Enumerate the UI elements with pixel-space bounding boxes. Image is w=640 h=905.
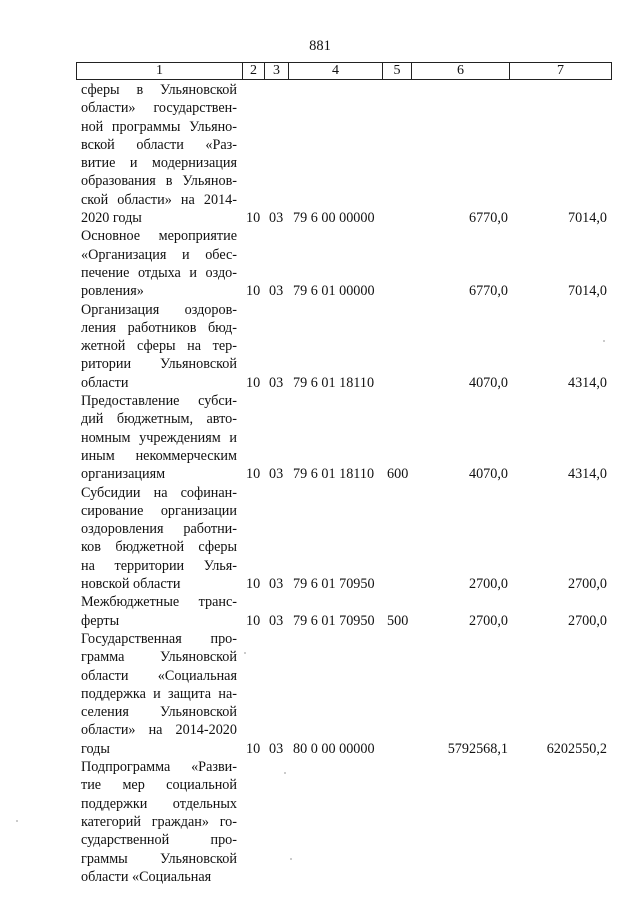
row-name-line: оздоровления работни- bbox=[81, 521, 237, 538]
row-name-line: иным некоммерческим bbox=[81, 447, 237, 464]
row-value-6: 5792568,1 bbox=[447, 740, 508, 757]
row-name-line: образования в Ульянов- bbox=[81, 173, 237, 190]
row-name-line: вской области «Раз- bbox=[81, 136, 237, 153]
row-name bbox=[81, 227, 237, 300]
row-name-line: Государственная про- bbox=[81, 631, 237, 647]
scan-speck bbox=[284, 772, 286, 774]
row-pr: 03 bbox=[269, 576, 284, 593]
row-csr: 80 0 00 00000 bbox=[293, 740, 375, 757]
row-pr: 03 bbox=[269, 210, 284, 227]
row-name-line: тие мер социальной bbox=[81, 777, 237, 794]
row-value-7: 2700,0 bbox=[567, 612, 607, 629]
header-col-7: 7 bbox=[557, 63, 564, 78]
row-pr: 03 bbox=[269, 283, 284, 300]
row-name-line: сударственной про- bbox=[81, 832, 237, 849]
row-name-line: ровления» bbox=[81, 283, 144, 300]
row-csr: 79 6 01 18110 bbox=[293, 466, 375, 483]
row-name-line: жетной сферы на тер- bbox=[81, 338, 237, 355]
row-value-6: 2700,0 bbox=[468, 612, 508, 629]
row-value-7: 7014,0 bbox=[567, 283, 607, 300]
row-name-line: селения Ульяновской bbox=[81, 704, 237, 721]
row-name bbox=[81, 593, 237, 630]
row-value-7: 4314,0 bbox=[567, 466, 607, 483]
row-name-line: ков бюджетной сферы bbox=[81, 539, 237, 556]
header-col-3: 3 bbox=[265, 63, 289, 79]
header-col-6: 6 bbox=[412, 63, 510, 79]
row-value-7: 4314,0 bbox=[567, 374, 607, 391]
row-name-line: поддержка и защита на- bbox=[81, 685, 237, 702]
row-name-line: дий бюджетным, авто- bbox=[81, 411, 237, 428]
row-name-line: ферты bbox=[81, 612, 120, 629]
row-name-line: печение отдыха и оздо- bbox=[81, 264, 237, 281]
row-name-line: Субсидии на софинан- bbox=[81, 484, 237, 501]
page-number: 881 bbox=[309, 38, 331, 54]
header-col-2: 2 bbox=[243, 63, 265, 79]
row-name-line: сирование организации bbox=[81, 502, 237, 519]
row-value-7: 2700,0 bbox=[567, 576, 607, 593]
row-value-6: 2700,0 bbox=[468, 576, 508, 593]
row-pr: 03 bbox=[269, 612, 284, 629]
row-csr: 79 6 01 18110 bbox=[293, 374, 375, 391]
table-header bbox=[76, 62, 612, 80]
row-name-line: Подпрограмма «Разви- bbox=[81, 759, 237, 776]
row-rz: 10 bbox=[246, 740, 261, 757]
row-rz: 10 bbox=[246, 466, 261, 483]
scan-speck bbox=[290, 858, 292, 860]
row-value-6: 6770,0 bbox=[468, 283, 508, 300]
row-name-line: поддержки отдельных bbox=[81, 795, 237, 812]
row-name-line: «Организация и обес- bbox=[81, 246, 237, 263]
row-name-line: области bbox=[81, 374, 129, 391]
row-name-line: области «Социальная bbox=[81, 667, 237, 684]
row-name-line: области «Социальная bbox=[81, 868, 212, 885]
row-pr: 03 bbox=[269, 374, 284, 391]
row-name-line: ной программы Ульяно- bbox=[81, 118, 237, 135]
row-name bbox=[81, 392, 237, 483]
row-name bbox=[81, 301, 237, 392]
row-value-6: 6770,0 bbox=[468, 210, 508, 227]
row-name-line: 2020 годы bbox=[81, 210, 142, 227]
row-name-line: области» государствен- bbox=[81, 100, 237, 117]
header-col-5: 5 bbox=[383, 63, 412, 79]
row-rz: 10 bbox=[246, 210, 261, 227]
row-name-line: на территории Улья- bbox=[81, 557, 237, 574]
row-rz: 10 bbox=[246, 283, 261, 300]
row-name bbox=[81, 484, 237, 594]
row-value-7: 7014,0 bbox=[567, 210, 607, 227]
row-name-line: ритории Ульяновской bbox=[81, 356, 237, 373]
row-name-line: Организация оздоров- bbox=[81, 301, 237, 318]
row-name-line: сферы в Ульяновской bbox=[81, 82, 237, 98]
row-name-line: витие и модернизация bbox=[81, 155, 237, 172]
row-vr: 500 bbox=[387, 612, 409, 629]
row-rz: 10 bbox=[246, 374, 261, 391]
row-name-line: Основное мероприятие bbox=[81, 228, 237, 245]
row-rz: 10 bbox=[246, 576, 261, 593]
row-name-line: граммы Ульяновской bbox=[81, 850, 237, 867]
row-name bbox=[81, 81, 237, 227]
row-name-line: новской области bbox=[81, 576, 181, 593]
row-csr: 79 6 01 70950 bbox=[293, 612, 375, 629]
row-name-line: организациям bbox=[81, 466, 166, 483]
row-name-line: категорий граждан» го- bbox=[81, 813, 237, 830]
row-name bbox=[81, 758, 237, 886]
row-csr: 79 6 00 00000 bbox=[293, 210, 375, 227]
row-name-line: номным учреждениям и bbox=[81, 429, 237, 446]
row-csr: 79 6 01 00000 bbox=[293, 283, 375, 300]
row-name-line: ления работников бюд- bbox=[81, 319, 237, 336]
row-name-line: области» на 2014-2020 bbox=[81, 722, 237, 739]
row-name-line: Межбюджетные транс- bbox=[81, 594, 237, 611]
scan-speck bbox=[244, 652, 246, 654]
scan-speck bbox=[16, 820, 18, 822]
row-vr: 600 bbox=[387, 466, 409, 483]
header-col-1: 1 bbox=[77, 63, 243, 79]
row-pr: 03 bbox=[269, 466, 284, 483]
row-value-6: 4070,0 bbox=[468, 374, 508, 391]
row-name-line: Предоставление субси- bbox=[81, 393, 237, 410]
scan-speck bbox=[603, 340, 605, 342]
row-name-line: грамма Ульяновской bbox=[81, 649, 237, 666]
row-csr: 79 6 01 70950 bbox=[293, 576, 375, 593]
row-name-line: ской области» на 2014- bbox=[81, 191, 237, 208]
row-name bbox=[81, 630, 237, 758]
row-value-6: 4070,0 bbox=[468, 466, 508, 483]
row-value-7: 6202550,2 bbox=[546, 740, 607, 757]
header-col-4: 4 bbox=[289, 63, 383, 79]
row-name-line: годы bbox=[81, 740, 110, 757]
row-pr: 03 bbox=[269, 740, 284, 757]
row-rz: 10 bbox=[246, 612, 261, 629]
